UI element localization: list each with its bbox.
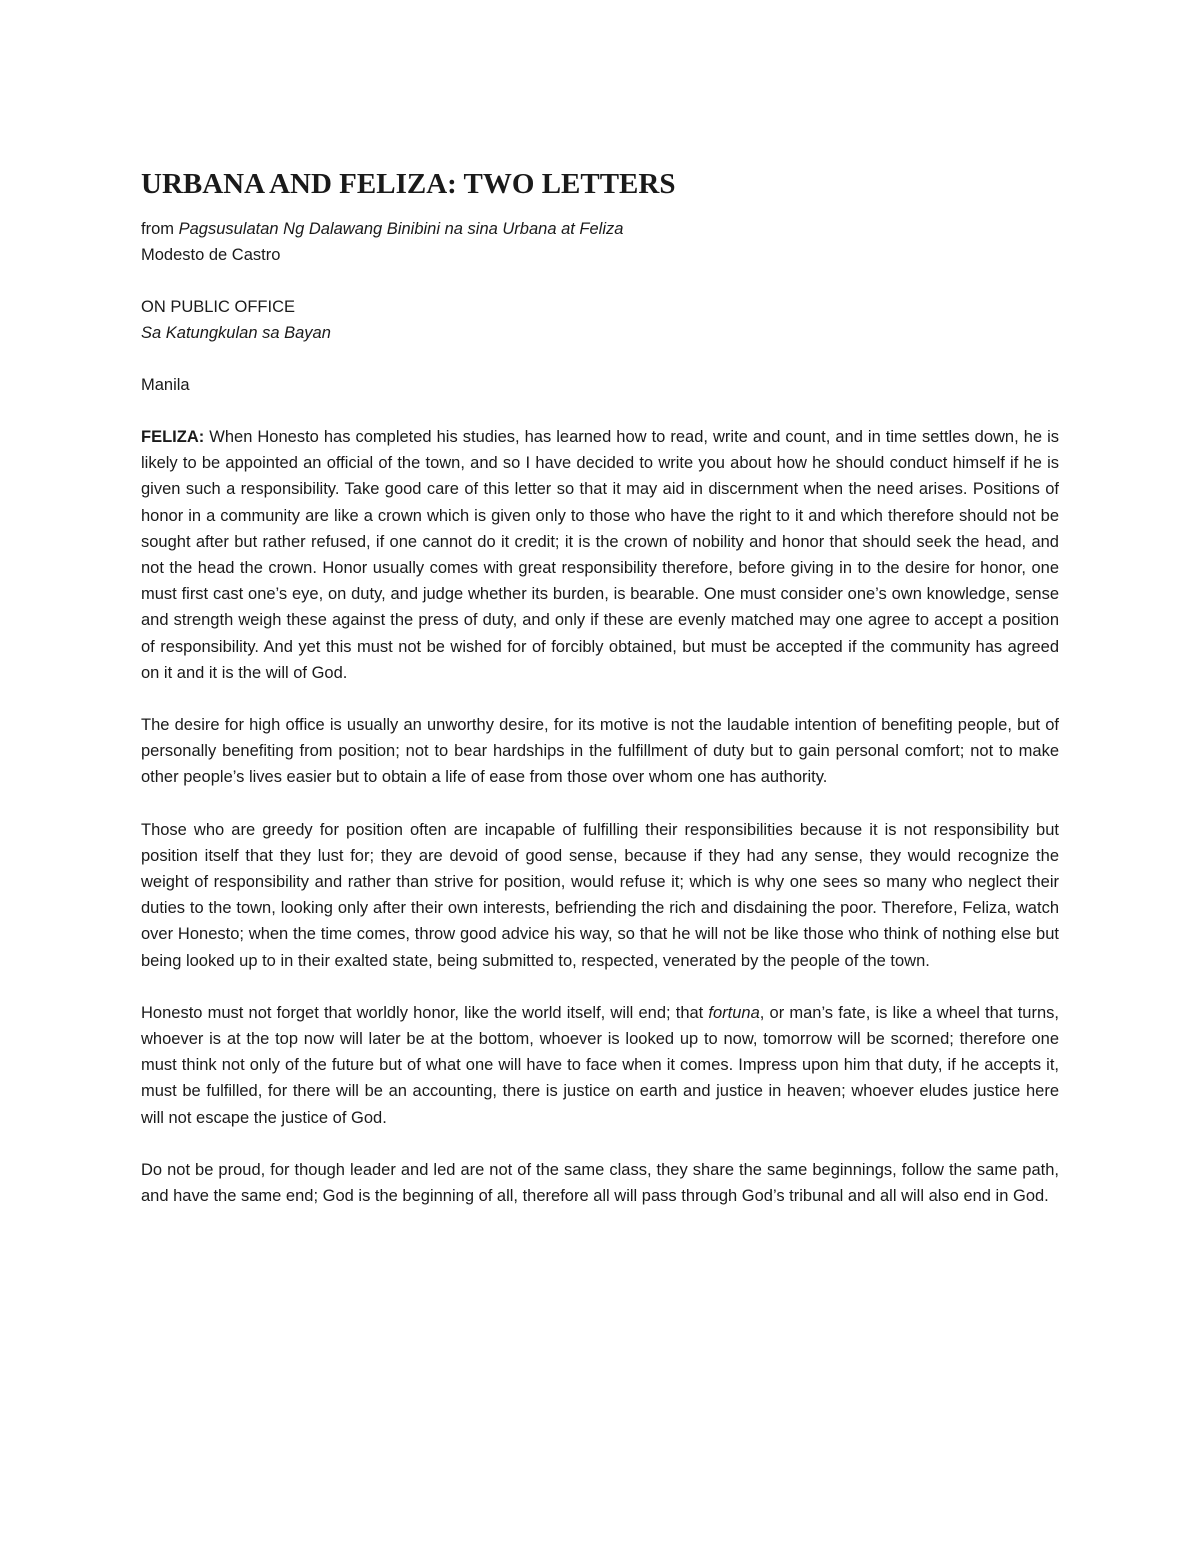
- source-line: [141, 216, 1059, 242]
- paragraph-4-text-b: , or man’s fate, is like a wheel that turns, whoever is at the top now will later be at the bottom, whoever is looked up to now, tomorrow will be scorned; therefore one must think not only of the future but of what one will have to face when it comes. Impress upon him that duty, if he accepts it, must be fulfilled, for there will be an accounting, there is justice on earth and justice in heaven; whoever eludes justice here will not escape the justice of God.: [141, 1003, 1059, 1127]
- paragraph-4-italic: fortuna: [708, 1003, 760, 1022]
- section-title: ON PUBLIC OFFICE: [141, 298, 296, 316]
- author-name: Modesto de Castro: [141, 246, 281, 264]
- paragraph-1: [141, 424, 1059, 686]
- paragraph-3: Those who are greedy for position often are incapable of fulfilling their responsibilities because it is not responsibility but position itself that they lust for; they are devoid of good sense, because if they had any sense, they would recognize the weight of responsibility and rather than strive for position, would refuse it; which is why one sees so many who neglect their duties to the town, looking only after their own interests, befriending the rich and disdaining the poor. Therefore, Feliza, watch over Honesto; when the time comes, throw good advice his way, so that he will not be like those who think of nothing else but being looked up to in their exalted state, being submitted to, respected, venerated by the people of the town.: [141, 820, 1059, 970]
- document-title: URBANA AND FELIZA: TWO LETTERS: [141, 168, 676, 200]
- paragraph-2: The desire for high office is usually an unworthy desire, for its motive is not the laudable intention of benefiting people, but of personally benefiting from position; not to bear hardships in the fulfillment of duty but to gain personal comfort; not to make other people’s lives easier but to obtain a life of ease from those over whom one has authority.: [141, 716, 1059, 787]
- spacer: [141, 398, 1059, 424]
- source-title: Pagsusulatan Ng Dalawang Binibini na sina Urbana at Feliza: [178, 220, 624, 238]
- spacer: [141, 346, 1059, 372]
- paragraph-1-text: When Honesto has completed his studies, has learned how to read, write and count, and in time settles down, he is likely to be appointed an official of the town, and so I have decided to write you about how he should conduct himself if he is given such a responsibility. Take good care of this letter so that it may aid in discernment when the need arises. Positions of honor in a community are like a crown which is given only to those who have the right to it and which therefore should not be sought after but rather refused, if one cannot do it credit; it is the crown of nobility and honor that should seek the head, and not the head the crown. Honor usually comes with great responsibility therefore, before giving in to the desire for honor, one must first cast one’s eye, on duty, and judge whether its burden, is bearable. One must consider one’s own knowledge, sense and strength weigh these against the press of duty, and only if these are evenly matched may one agree to accept a position of responsibility. And yet this must not be wished for of forcibly obtained, but must be accepted if the community has agreed on it and it is the will of God.: [141, 428, 1059, 682]
- section-subtitle: Sa Katungkulan sa Bayan: [141, 324, 331, 342]
- document-page: [141, 164, 1059, 1235]
- paragraph-4-text-a: Honesto must not forget that worldly honor, like the world itself, will end; that: [141, 1003, 709, 1022]
- place-line: Manila: [141, 376, 190, 394]
- source-prefix: from: [141, 220, 179, 238]
- paragraph-5: Do not be proud, for though leader and led are not of the same class, they share the same beginnings, follow the same path, and have the same end; God is the beginning of all, therefore all will pass through God’s tribunal and all will also end in God.: [141, 1160, 1059, 1206]
- paragraph-4: [141, 1000, 1059, 1131]
- spacer: [141, 268, 1059, 294]
- speaker-label: FELIZA:: [141, 428, 205, 446]
